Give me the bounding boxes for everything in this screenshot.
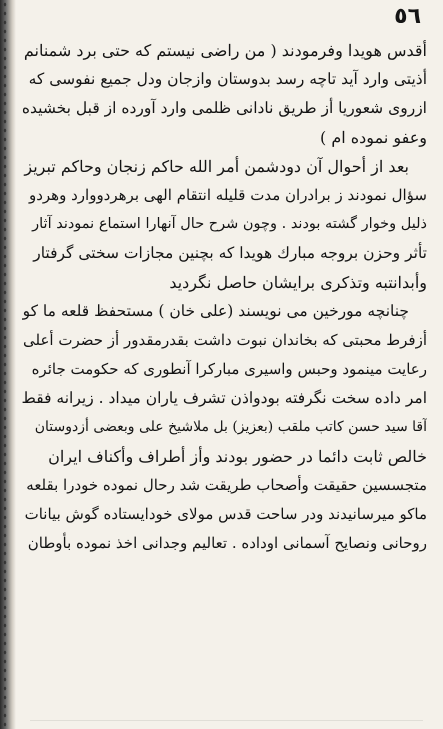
text-line: تأثر وحزن بروجه مبارك هويدا كه بچنين مجازات سختى گرفتار — [33, 244, 427, 262]
text-line: آقا سيد حسن كاتب ملقب (بعزيز) بل ملاشيخ على وبعضى أزدوستان — [34, 419, 427, 435]
page-number: ٥٦ — [394, 4, 421, 29]
text-line: سؤال نمودند ز برادران مدت قليله انتقام الهى برهردووارد وهردو — [28, 186, 427, 204]
text-line: امر داده سخت نگرفته بودواذن تشرف ياران ميداد . زيرانه فقط — [22, 389, 427, 407]
binding-shadow — [0, 0, 16, 729]
text-line: أقدس هويدا وفرمودند ( من راضى نيستم كه حتى برد شمنانم — [23, 41, 427, 60]
text-line: أزفرط محبتى كه بخاندان نبوت داشت بقدرمقدور أز حضرت أعلى — [22, 331, 427, 349]
text-line: أذيتى وارد آيد تاچه رسد بدوستان وازجان ودل جميع نفوسى كه — [28, 70, 427, 88]
text-line: متجسسين حقيقت وأصحاب طريقت شد رحال نموده خودرا بقلعه — [26, 476, 427, 494]
text-line: وعفو نموده ام ) — [320, 128, 427, 147]
paragraph-start-line: بعد از أحوال آن دودشمن أمر الله حاكم زنجان وحاكم تبريز — [24, 157, 409, 176]
text-line: رعايت مينمود وحبس واسيرى مباركرا آنطورى كه حكومت جائره — [31, 360, 427, 378]
text-line: خالص ثابت دائما در حضور بودند وأز أطراف وأكناف ايران — [48, 447, 427, 466]
text-line: وأبدانتبه وتذكرى برايشان حاصل نگرديد — [169, 273, 427, 292]
page-edge — [30, 720, 423, 721]
text-line: ازروى شعوريا أز طريق نادانى ظلمى وارد آورده از قبل بخشيده — [22, 99, 427, 117]
text-line: روحانى ونصايح آسمانى اوداده . تعاليم وجدانى اخذ نموده بأوطان — [27, 534, 427, 552]
body-text — [22, 36, 427, 558]
binding-texture — [2, 0, 8, 729]
paragraph-start-line: چنانچه مورخين مى نويسند (على خان ) مستحفظ قلعه ما كو — [22, 302, 409, 320]
text-line: ذليل وخوار گشته بودند . وچون شرح حال آنهارا استماع نمودند آثار — [32, 216, 427, 232]
text-line: ماكو ميرسانيدند ودر ساحت قدس مولاى خودايستاده گوش بيانات — [24, 505, 427, 523]
